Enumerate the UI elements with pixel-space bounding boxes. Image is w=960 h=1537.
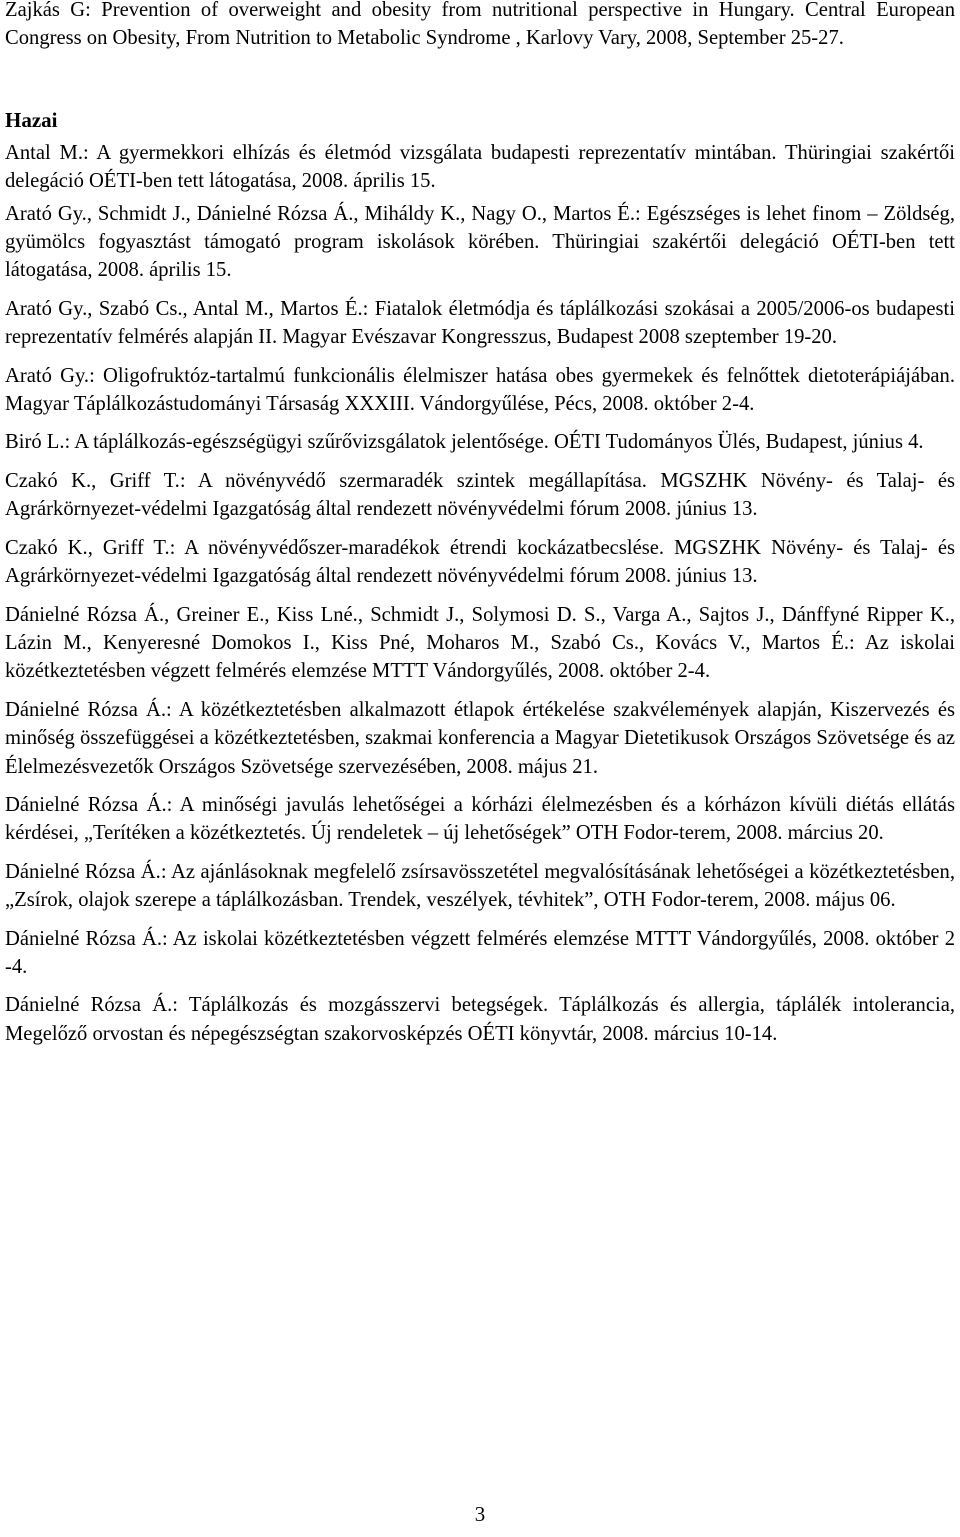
reference-entry: Zajkás G: Prevention of overweight and obesity from nutritional perspective in Hungary. Central European Congress on Obesity, From Nutrition to Metabolic Syndrome , Karlovy Vary, 2008, September 25-27. — [5, 0, 955, 50]
reference-entry: Dánielné Rózsa Á., Greiner E., Kiss Lné., Schmidt J., Solymosi D. S., Varga A., Sajtos J., Dánffyné Ripper K., Lázin M., Kenyeresné Domokos I., Kiss Pné, Moharos M., Szabó Cs., Kovács V., Martos É.: Az iskolai közétkeztetésben végzett felmérés elemzése MTTT Vándorgyűlés, 2008. október 2-4. — [5, 603, 955, 683]
document-page — [5, 0, 955, 1058]
section-heading: Hazai — [5, 107, 58, 132]
reference-entry: Biró L.: A táplálkozás-egészségügyi szűrővizsgálatok jelentősége. OÉTI Tudományos Ülés, Budapest, június 4. — [5, 431, 924, 454]
reference-entry: Dánielné Rózsa Á.: Az ajánlásoknak megfelelő zsírsavösszetétel megvalósításának lehetőségei a közétkeztetésben, „Zsírok, olajok szerepe a táplálkozásban. Trendek, veszélyek, tévhitek”, OTH Fodor-terem, 2008. május 06. — [5, 860, 955, 912]
reference-entry: Dánielné Rózsa Á.: Az iskolai közétkeztetésben végzett felmérés elemzése MTTT Vándorgyűlés, 2008. október 2 -4. — [5, 927, 955, 978]
reference-entry: Dánielné Rózsa Á.: Táplálkozás és mozgásszervi betegségek. Táplálkozás és allergia, táplálék intolerancia, Megelőző orvostan és népegészségtan szakorvosképzés OÉTI könyvtár, 2008. március 10-14. — [5, 994, 955, 1045]
reference-entry: Czakó K., Griff T.: A növényvédőszer-maradékok étrendi kockázatbecslése. MGSZHK Növény- és Talaj- és Agrárkörnyezet-védelmi Igazgatóság által rendezett növényvédelmi fórum 2008. június 13. — [5, 536, 955, 588]
reference-entry: Dánielné Rózsa Á.: A minőségi javulás lehetőségei a kórházi élelmezésben és a kórházon kívüli diétás ellátás kérdései, „Terítéken a közétkeztetés. Új rendeletek – új lehetőségek” OTH Fodor-terem, 2008. március 20. — [5, 793, 955, 845]
page-number: 3 — [474, 1502, 486, 1526]
reference-entry: Dánielné Rózsa Á.: A közétkeztetésben alkalmazott étlapok értékelése szakvélemények alapján, Kiszervezés és minőség összefüggései a közétkeztetésben, szakmai konferencia a Magyar Dietetikusok Országos Szövetsége és az Élelmezésvezetők Országos Szövetsége szervezésében, 2008. május 21. — [5, 698, 955, 778]
reference-entry: Arató Gy., Schmidt J., Dánielné Rózsa Á., Miháldy K., Nagy O., Martos É.: Egészséges is lehet finom – Zöldség, gyümölcs fogyasztást támogató program iskolások körében. Thüringiai szakértői delegáció OÉTI-ben tett látogatása, 2008. április 15. — [5, 202, 955, 282]
reference-entry: Arató Gy.: Oligofruktóz-tartalmú funkcionális élelmiszer hatása obes gyermekek és felnőttek dietoterápiájában. Magyar Táplálkozástudományi Társaság XXXIII. Vándorgyűlése, Pécs, 2008. október 2-4. — [5, 364, 955, 416]
reference-entry: Czakó K., Griff T.: A növényvédő szermaradék szintek megállapítása. MGSZHK Növény- és Talaj- és Agrárkörnyezet-védelmi Igazgatóság által rendezett növényvédelmi fórum 2008. június 13. — [5, 469, 955, 521]
reference-entry: Arató Gy., Szabó Cs., Antal M., Martos É.: Fiatalok életmódja és táplálkozási szokásai a 2005/2006-os budapesti reprezentatív felmérés alapján II. Magyar Evészavar Kongresszus, Budapest 2008 szeptember 19-20. — [5, 297, 955, 349]
reference-entry: Antal M.: A gyermekkori elhízás és életmód vizsgálata budapesti reprezentatív mintában. Thüringiai szakértői delegáció OÉTI-ben tett látogatása, 2008. április 15. — [5, 141, 955, 193]
